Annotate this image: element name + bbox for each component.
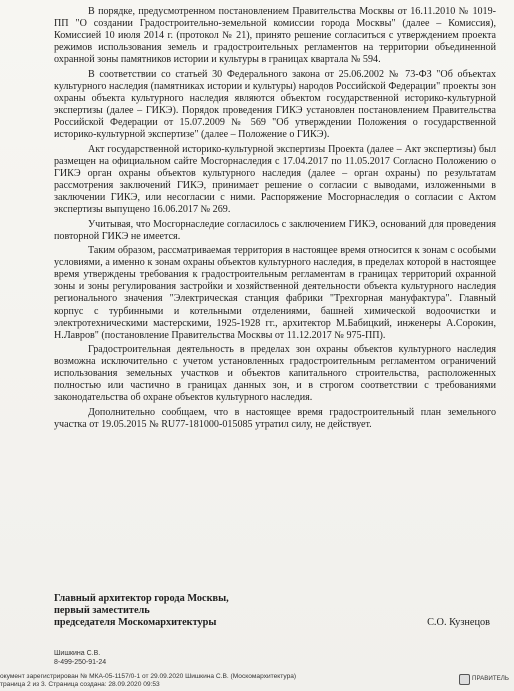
letter-body <box>54 6 496 434</box>
executor-name: Шишкина С.В. <box>54 650 101 657</box>
paragraph-commission: В порядке, предусмотренном постановлением Правительства Москвы от 16.11.2010 № 1019-ПП "О создании Градостроительно-земельной комиссии города Москвы" (далее – Комиссия), Комиссией 10 июля 2014 г. (протокол № 21), принято решение согласиться с утверждением проекта режимов использования земель и градостроительных регламентов на территории объединенной охранной зоны памятников истории и культуры в границах квартала № 594. <box>54 6 496 66</box>
paragraph-no-repeat: Учитывая, что Мосгорнаследие согласилось с заключением ГИКЭ, оснований для проведения повторной ГИКЭ не имеется. <box>54 218 496 242</box>
signature-block <box>54 593 496 630</box>
paragraph-federal-law: В соответствии со статьей 30 Федерального закона от 25.06.2002 № 73-ФЗ "Об объектах культурного наследия (памятниках истории и культуры) народов Российской Федерации" проекты зон охраны объекта культурного наследия являются объектом государственной историко-культурной экспертизы (далее – ГИКЭ). Порядок проведения ГИКЭ установлен постановлением Правительства Российской Федерации от 15.07.2009 № 569 "Об утверждении Положения о государственной историко-культурной экспертизе" (далее – Положение о ГИКЭ). <box>54 68 496 141</box>
executor-info <box>54 649 106 667</box>
signer-name: С.О. Кузнецов <box>427 617 490 629</box>
executor-phone: 8-499-250-91-24 <box>54 659 107 666</box>
paragraph-territory: Таким образом, рассматриваемая территория в настоящее время относится к зонам с особыми условиями, а именно к зонам охраны объектов культурного наследия, в пределах которой в настоящее время утверждены требования к градостроительным регламентам в границах территорий охранной зоны и зоны регулирования застройки и хозяйственной деятельности объекта культурного наследия регионального значения "Электрическая станция фабрики "Трехгорная мануфактура". Главный корпус с турбинными и котельными отделениями, башней химической водоочистки и электротехническими мастерскими, 1925-1928 гг., архитектор М.Бабицкий, инженеры А.Сорокин, Н.Лавров" (постановление Правительства Москвы от 11.12.2017 № 975-ПП). <box>54 245 496 341</box>
signer-title-line2: первый заместитель <box>54 605 150 617</box>
registration-stamp <box>0 673 440 689</box>
emblem-icon <box>459 674 470 685</box>
government-label: ПРАВИТЕЛЬ <box>472 675 509 682</box>
signer-title-line3: председателя Москомархитектуры <box>54 617 217 629</box>
paragraph-expertise-act: Акт государственной историко-культурной экспертизы Проекта (далее – Акт экспертизы) был размещен на официальном сайте Мосгорнаследия с 17.04.2017 по 11.05.2017 Согласно Положению о ГИКЭ орган охраны объектов культурного наследия (далее – орган охраны) по результатам рассмотрения заключений ГИКЭ, принимает решение о согласии с выводами, изложенными в заключении ГИКЭ, или несогласии с ними. Распоряжение Мосгорнаследия о согласии с Актом экспертизы выпущено 16.06.2017 № 269. <box>54 143 496 215</box>
paragraph-additional: Дополнительно сообщаем, что в настоящее время градостроительный план земельного участка от 19.05.2015 № RU77-181000-015085 утратил силу, не действует. <box>54 407 496 431</box>
paragraph-urban-activity: Градостроительная деятельность в пределах зон охраны объектов культурного наследия возможна исключительно с учетом установленных градостроительным регламентом ограничений использования земельных участков и объектов капитального строительства, расположенных полностью или частично в границах данных зон, и в строгом соответствии с требованиями законодательства об охране объектов культурного наследия. <box>54 344 496 404</box>
registration-line: окумент зарегистрирован № МКА-05-1157/0-1 от 29.09.2020 Шишкина С.В. (Москомархитектура) <box>0 673 297 680</box>
page-created-line: траница 2 из 3. Страница создана: 28.09.2020 09:53 <box>0 681 160 688</box>
signer-title-line1: Главный архитектор города Москвы, <box>54 593 229 604</box>
